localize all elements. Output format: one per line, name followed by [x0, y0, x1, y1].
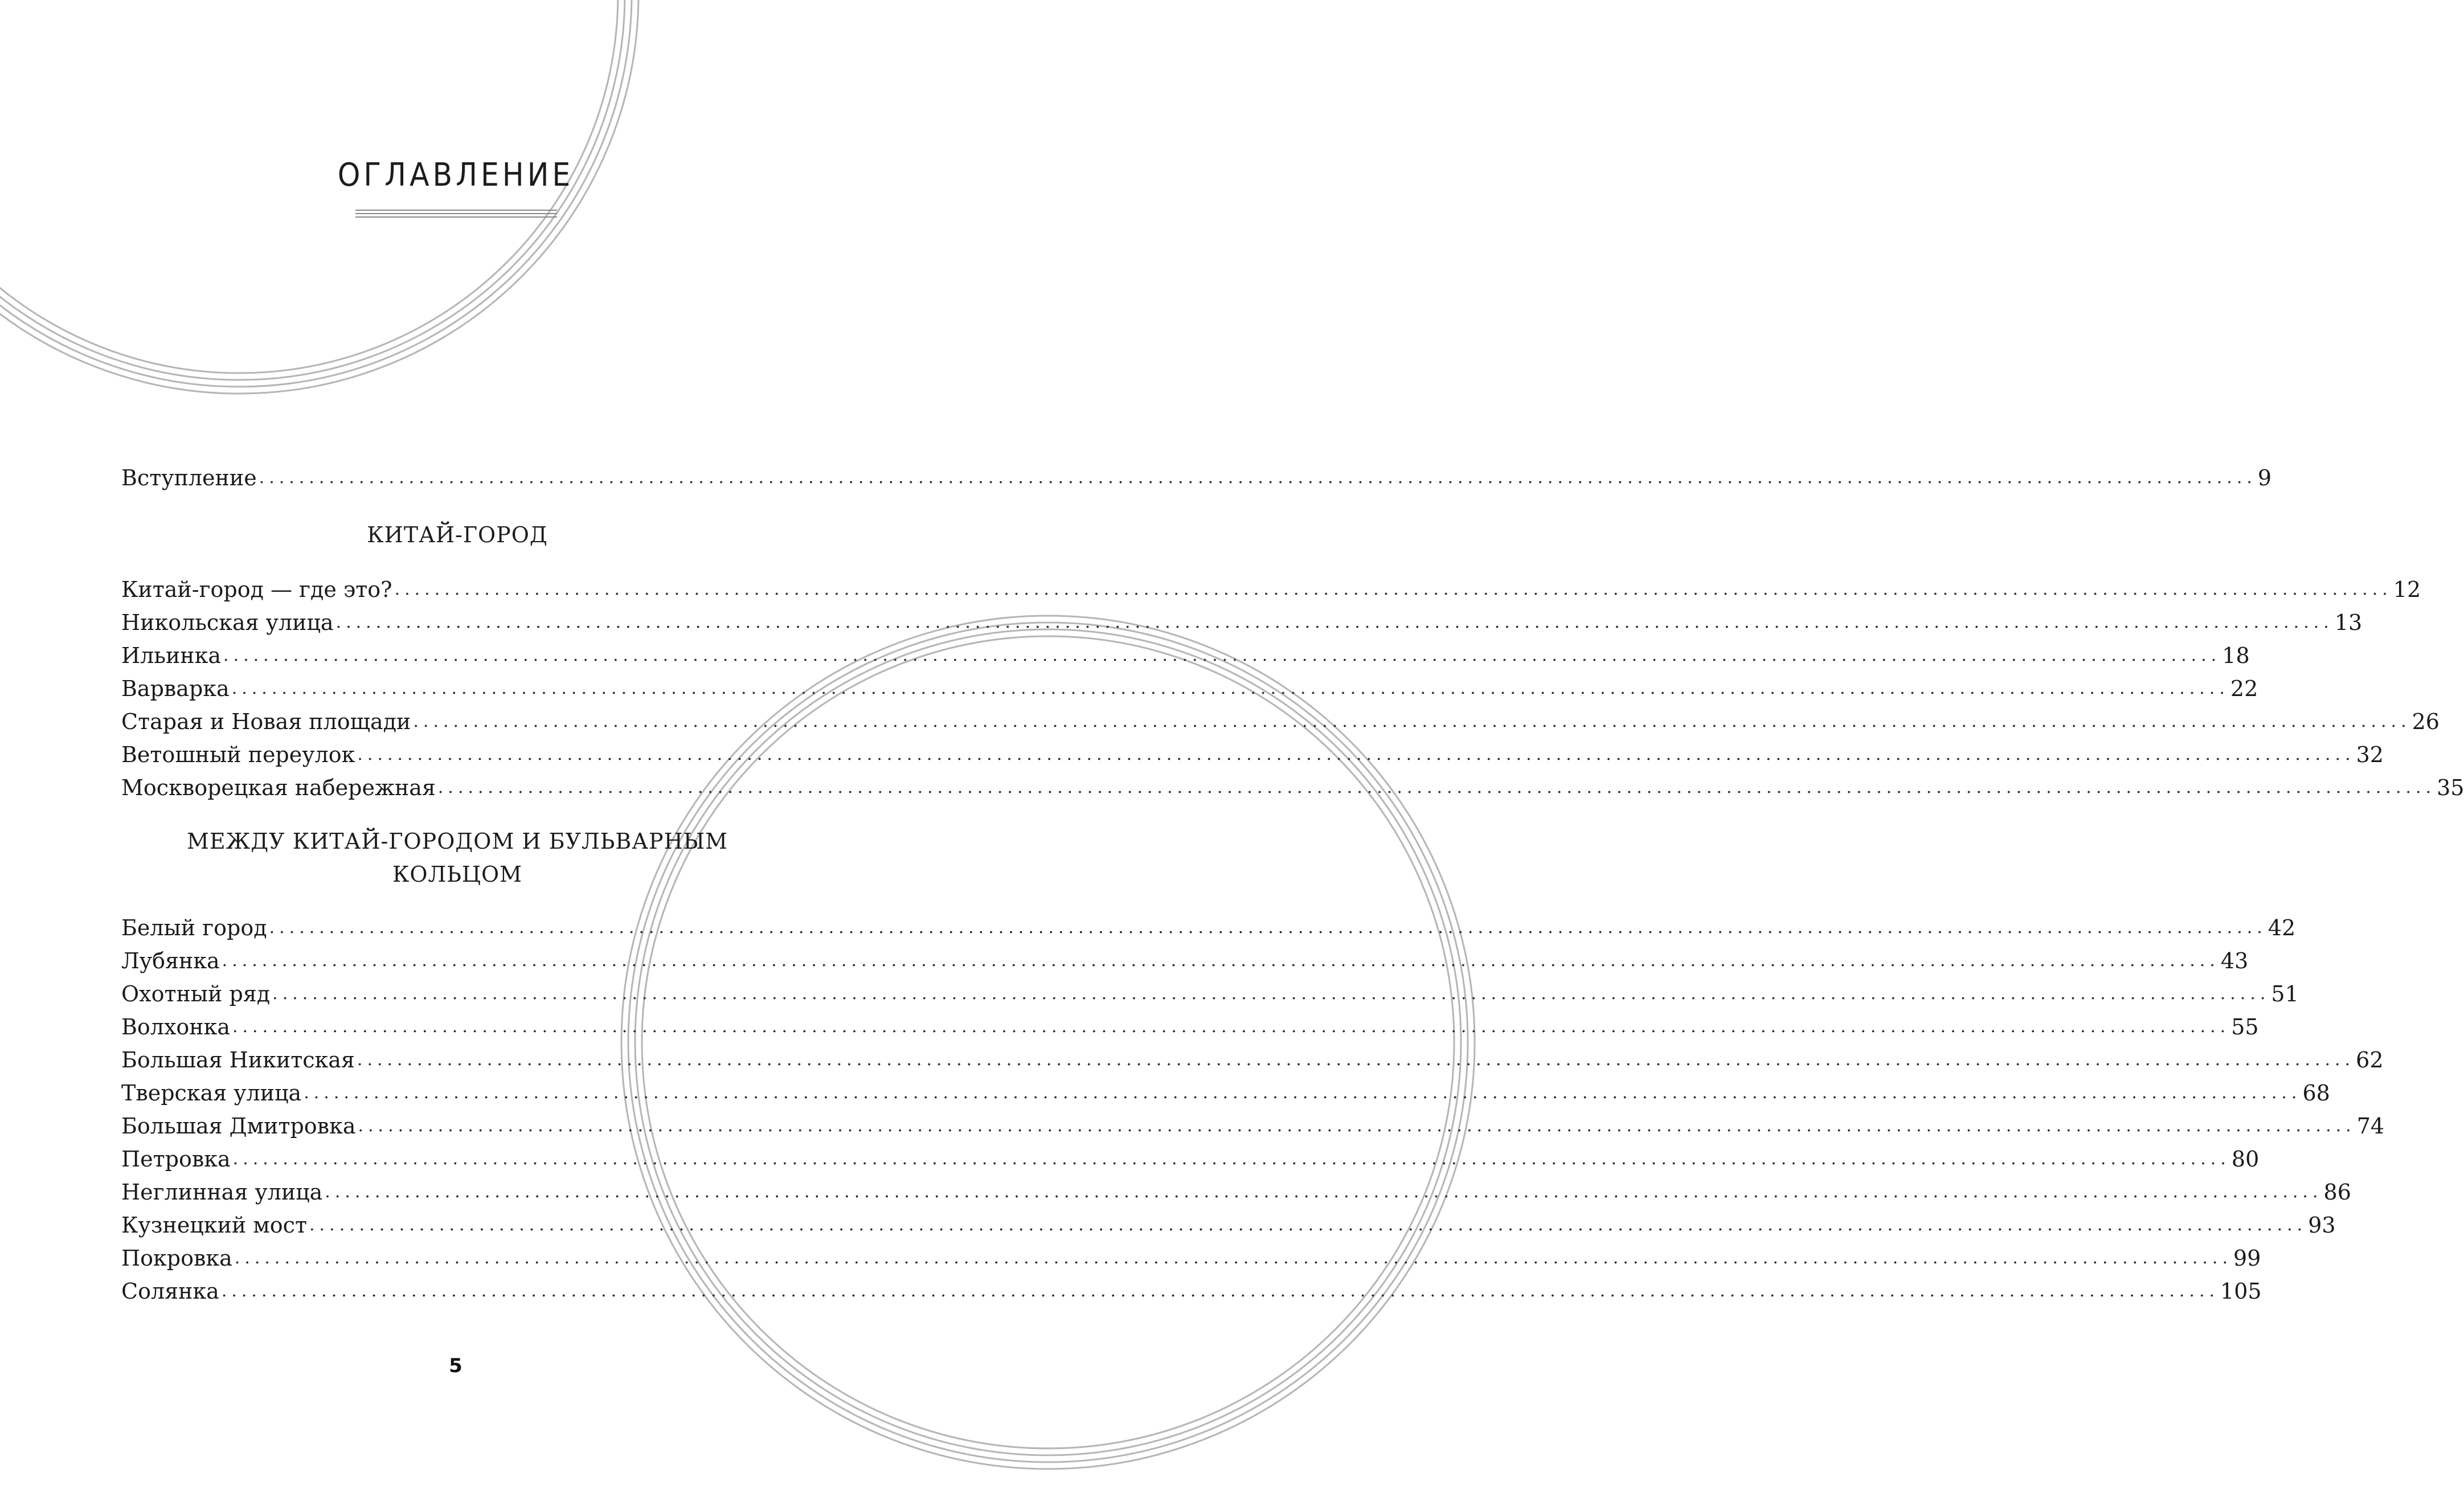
toc-entry[interactable]	[121, 1275, 2262, 1308]
toc-entry-intro[interactable]	[121, 461, 2272, 494]
toc-entry-label: Тверская улица	[121, 1077, 304, 1110]
toc-leader-dots: ........................................................................................................................................................................................................	[394, 579, 2392, 599]
toc-entry[interactable]	[121, 1209, 2336, 1242]
toc-entry[interactable]	[121, 738, 2384, 771]
toc-leader-dots: ........................................................................................................................................................................................................	[223, 645, 2221, 665]
toc-entry[interactable]	[121, 911, 2296, 944]
toc-entry[interactable]	[121, 639, 2250, 672]
toc-entry-page: 42	[2267, 911, 2295, 944]
toc-leader-dots: ........................................................................................................................................................................................................	[269, 918, 2267, 938]
toc-entry-page: 51	[2270, 977, 2298, 1010]
toc-entry[interactable]	[121, 771, 2464, 804]
toc-entry[interactable]	[121, 1010, 2259, 1043]
toc-entry[interactable]	[121, 705, 2440, 738]
toc-entry[interactable]	[121, 672, 2258, 705]
toc-entry-page: 99	[2232, 1242, 2261, 1275]
toc-entry-label: Китай-город — где это?	[121, 573, 395, 606]
toc-entry-label: Москворецкая набережная	[121, 771, 438, 804]
toc-entry-page: 55	[2230, 1010, 2258, 1043]
toc-entry-label: Варварка	[121, 672, 232, 705]
toc-entry-page: 43	[2220, 944, 2248, 977]
toc-leader-dots: ........................................................................................................................................................................................................	[413, 711, 2411, 731]
table-of-contents	[121, 461, 2464, 1308]
toc-entry-label: Волхонка	[121, 1010, 232, 1043]
toc-entry-label: Большая Дмитровка	[121, 1110, 358, 1143]
toc-entry-label: Никольская улица	[121, 606, 336, 639]
toc-entry-page: 80	[2230, 1143, 2259, 1176]
toc-entry-label: Покровка	[121, 1242, 235, 1275]
section-title-line-2: КОЛЬЦОМ	[392, 862, 523, 887]
toc-entry-label: Петровка	[121, 1143, 233, 1176]
toc-leader-dots: ........................................................................................................................................................................................................	[234, 1248, 2233, 1268]
toc-leader-dots: ........................................................................................................................................................................................................	[272, 984, 2270, 1004]
toc-entry-page: 26	[2411, 705, 2440, 738]
toc-entry-page: 13	[2334, 606, 2362, 639]
toc-entry[interactable]	[121, 944, 2249, 977]
toc-entry-page: 18	[2221, 639, 2249, 672]
toc-entry[interactable]	[121, 1110, 2385, 1143]
toc-entry-label: Ветошный переулок	[121, 738, 357, 771]
toc-entry-label: Большая Никитская	[121, 1043, 357, 1077]
toc-entry-page: 68	[2301, 1077, 2330, 1110]
toc-entry[interactable]	[121, 977, 2299, 1010]
toc-entry-label: Ильинка	[121, 639, 223, 672]
toc-entry[interactable]	[121, 573, 2421, 606]
toc-entry-page: 93	[2307, 1209, 2335, 1242]
toc-entry-page: 12	[2392, 573, 2421, 606]
toc-entry-page: 62	[2355, 1043, 2383, 1077]
toc-entry-label: Лубянка	[121, 944, 222, 977]
toc-leader-dots: ........................................................................................................................................................................................................	[232, 1149, 2230, 1169]
toc-entry-label: Старая и Новая площади	[121, 705, 413, 738]
toc-entry[interactable]	[121, 1242, 2261, 1275]
toc-entry-page: 105	[2219, 1275, 2262, 1308]
toc-entry-page: 22	[2229, 672, 2258, 705]
toc-leader-dots: ........................................................................................................................................................................................................	[222, 951, 2220, 971]
toc-entry-label: Кузнецкий мост	[121, 1209, 309, 1242]
page-title: ОГЛАВЛЕНИЕ	[337, 157, 574, 194]
toc-entry-label: Солянка	[121, 1275, 222, 1308]
toc-leader-dots: ........................................................................................................................................................................................................	[357, 744, 2355, 764]
toc-leader-dots: ........................................................................................................................................................................................................	[259, 468, 2257, 488]
toc-leader-dots: ........................................................................................................................................................................................................	[231, 678, 2229, 698]
toc-leader-dots: ........................................................................................................................................................................................................	[325, 1182, 2323, 1202]
toc-entry-page: 35	[2436, 771, 2464, 804]
toc-leader-dots: ........................................................................................................................................................................................................	[221, 1281, 2220, 1301]
upper-arc-line	[0, 0, 638, 394]
toc-entry[interactable]	[121, 606, 2363, 639]
toc-leader-dots: ........................................................................................................................................................................................................	[437, 777, 2436, 797]
toc-entry[interactable]	[121, 1176, 2351, 1209]
section-title: КИТАЙ-ГОРОД	[367, 522, 548, 547]
toc-leader-dots: ........................................................................................................................................................................................................	[304, 1083, 2302, 1103]
toc-entry-page: 74	[2356, 1110, 2384, 1143]
toc-entry-page: 86	[2323, 1176, 2351, 1209]
toc-entry[interactable]	[121, 1143, 2260, 1176]
toc-leader-dots: ........................................................................................................................................................................................................	[357, 1050, 2355, 1070]
toc-entry-label: Белый город	[121, 911, 269, 944]
toc-entry-label: Неглинная улица	[121, 1176, 325, 1209]
toc-entry-page: 9	[2257, 461, 2271, 494]
toc-leader-dots: ........................................................................................................................................................................................................	[335, 612, 2334, 632]
toc-entry-label: Охотный ряд	[121, 977, 272, 1010]
toc-entry[interactable]	[121, 1043, 2384, 1077]
toc-leader-dots: ........................................................................................................................................................................................................	[358, 1116, 2356, 1136]
toc-leader-dots: ........................................................................................................................................................................................................	[309, 1215, 2307, 1235]
section-title: МЕЖДУ КИТАЙ-ГОРОДОМ И БУЛЬВАРНЫМ	[186, 829, 728, 854]
toc-entry-page: 32	[2355, 738, 2384, 771]
title-underline	[355, 210, 557, 220]
toc-entry[interactable]	[121, 1077, 2330, 1110]
toc-entry-label: Вступление	[121, 461, 259, 494]
page-number: 5	[449, 1354, 462, 1377]
toc-leader-dots: ........................................................................................................................................................................................................	[232, 1017, 2230, 1037]
